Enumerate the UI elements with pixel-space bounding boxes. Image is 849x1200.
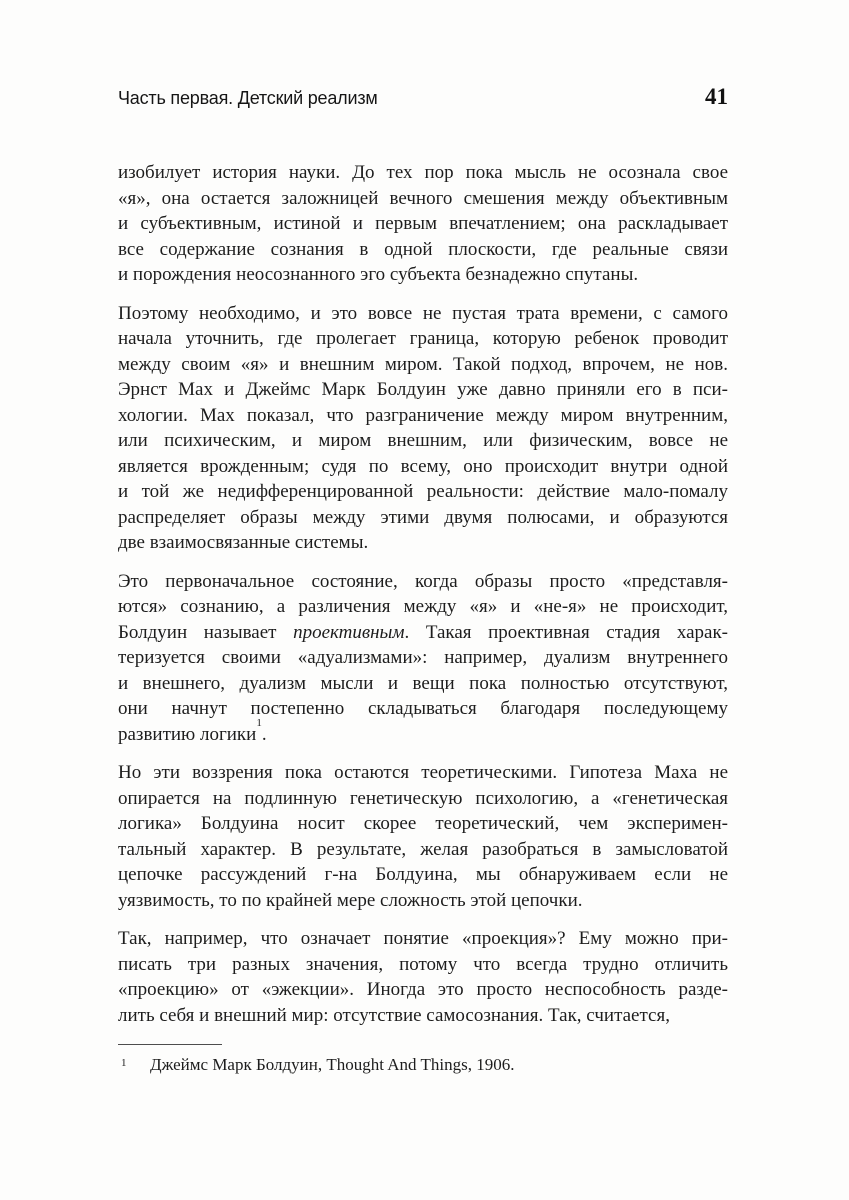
text-line bbox=[118, 620, 728, 646]
text-line bbox=[118, 569, 728, 595]
text-line bbox=[118, 505, 728, 531]
text-line bbox=[118, 888, 728, 914]
text-line bbox=[118, 160, 728, 186]
paragraph bbox=[118, 760, 728, 913]
running-head: Часть первая. Детский реализм bbox=[118, 88, 378, 108]
text-line bbox=[118, 645, 728, 671]
text-segment: цепочке рассуждений г-на Болдуина, мы обнаруживаем если не bbox=[118, 864, 728, 885]
text-segment: писать три разных значения, потому что всегда трудно отличить bbox=[118, 953, 728, 975]
text-segment: и субъективным, истиной и первым впечатлением; она раскладывает bbox=[118, 213, 728, 234]
text-segment: «я», она остается заложницей вечного смешения между объективным bbox=[118, 187, 728, 209]
text-segment: и внешнего, дуализм мысли и вещи пока полностью отсутствуют, bbox=[118, 672, 728, 694]
text-line bbox=[118, 926, 728, 952]
text-line bbox=[118, 454, 728, 480]
text-segment: теризуется своими «адуализмами»: например, дуализм внутреннего bbox=[118, 647, 728, 668]
text-line bbox=[118, 1003, 728, 1029]
text-segment: логика» Болдуина носит скорее теоретический, чем эксперимен- bbox=[118, 813, 728, 834]
text-line bbox=[118, 377, 728, 403]
text-segment: изобилует история науки. До тех пор пока мысль не осознала свое bbox=[118, 162, 728, 183]
paragraph bbox=[118, 160, 728, 288]
text-segment: и той же недифференцированной реальности: действие мало-помалу bbox=[118, 481, 728, 502]
text-line bbox=[118, 326, 728, 352]
text-segment: Так, например, что означает понятие «проекция»? Ему можно при- bbox=[118, 928, 728, 949]
text-line bbox=[118, 952, 728, 978]
paragraph bbox=[118, 301, 728, 556]
text-segment: «проекцию» от «эжекции». Иногда это просто неспособность разде- bbox=[118, 979, 728, 1000]
text-segment: они начнут постепенно складываться благодаря последующему bbox=[118, 698, 728, 719]
text-line bbox=[118, 403, 728, 429]
italic-term: проективным bbox=[293, 621, 405, 643]
text-segment: распределяет образы между этими двумя полюсами, и образуются bbox=[118, 506, 728, 528]
book-page bbox=[118, 0, 728, 1200]
text-segment: между своим «я» и внешним миром. Такой подход, впрочем, не нов. bbox=[118, 353, 728, 375]
text-line bbox=[118, 186, 728, 212]
text-line bbox=[118, 262, 728, 288]
text-line bbox=[118, 760, 728, 786]
text-segment: ются» сознанию, а различения между «я» и «не-я» не происходит, bbox=[118, 596, 728, 617]
text-line bbox=[118, 862, 728, 888]
text-line bbox=[118, 479, 728, 505]
text-segment: . Такая проективная стадия харак- bbox=[404, 621, 729, 643]
text-segment: Болдуин называет bbox=[118, 621, 294, 643]
footnote-rule bbox=[118, 1044, 222, 1045]
text-segment: развитию логики bbox=[118, 723, 257, 745]
text-segment: Эрнст Мах и Джеймс Марк Болдуин уже давно приняли его в пси- bbox=[118, 379, 728, 400]
text-line bbox=[118, 671, 728, 697]
footnote-marker: 1 bbox=[121, 1057, 127, 1069]
text-segment: опирается на подлинную генетическую психологию, а «генетическая bbox=[118, 787, 728, 809]
text-line bbox=[118, 237, 728, 263]
text-line bbox=[118, 717, 728, 748]
text-segment: Поэтому необходимо, и это вовсе не пустая трата времени, с самого bbox=[118, 302, 728, 324]
page-number: 41 bbox=[705, 84, 728, 109]
text-segment: и порождения неосознанного эго субъекта безнадежно спутаны. bbox=[118, 264, 639, 285]
text-segment: уязвимость, то по крайней мере сложность этой цепочки. bbox=[118, 889, 583, 911]
text-segment: начала уточнить, где пролегает граница, которую ребенок проводит bbox=[118, 328, 728, 349]
text-line bbox=[118, 530, 728, 556]
text-line bbox=[118, 594, 728, 620]
text-segment: лить себя и внешний мир: отсутствие самосознания. Так, считается, bbox=[118, 1004, 670, 1026]
text-line bbox=[118, 811, 728, 837]
text-line bbox=[118, 428, 728, 454]
footnote-reference: 1 bbox=[256, 717, 262, 730]
text-segment: все содержание сознания в одной плоскости, где реальные связи bbox=[118, 238, 728, 260]
text-segment: . bbox=[261, 723, 267, 745]
text-line bbox=[118, 696, 728, 722]
text-segment: или психическим, и миром внешним, или физическим, вовсе не bbox=[118, 430, 728, 451]
text-line bbox=[118, 352, 728, 378]
footnote bbox=[118, 1044, 728, 1076]
text-segment: Это первоначальное состояние, когда образы просто «представля- bbox=[118, 570, 728, 592]
text-line bbox=[118, 977, 728, 1003]
text-segment: является врожденным; судя по всему, оно происходит внутри одной bbox=[118, 455, 728, 477]
text-segment: хологии. Мах показал, что разграничение между миром внутренним, bbox=[118, 404, 728, 426]
text-line bbox=[118, 301, 728, 327]
paragraph bbox=[118, 569, 728, 748]
body-text bbox=[118, 160, 728, 1028]
text-line bbox=[118, 211, 728, 237]
text-line bbox=[118, 786, 728, 812]
text-segment: две взаимосвязанные системы. bbox=[118, 532, 369, 553]
text-segment: тальный характер. В результате, желая разобраться в замысловатой bbox=[118, 838, 728, 860]
paragraph bbox=[118, 926, 728, 1028]
footnote-text bbox=[118, 1054, 728, 1076]
footnote-body: Джеймс Марк Болдуин, Thought And Things, 1906. bbox=[150, 1055, 515, 1074]
page-header bbox=[118, 84, 728, 110]
text-line bbox=[118, 837, 728, 863]
text-segment: Но эти воззрения пока остаются теоретическими. Гипотеза Маха не bbox=[118, 762, 728, 783]
